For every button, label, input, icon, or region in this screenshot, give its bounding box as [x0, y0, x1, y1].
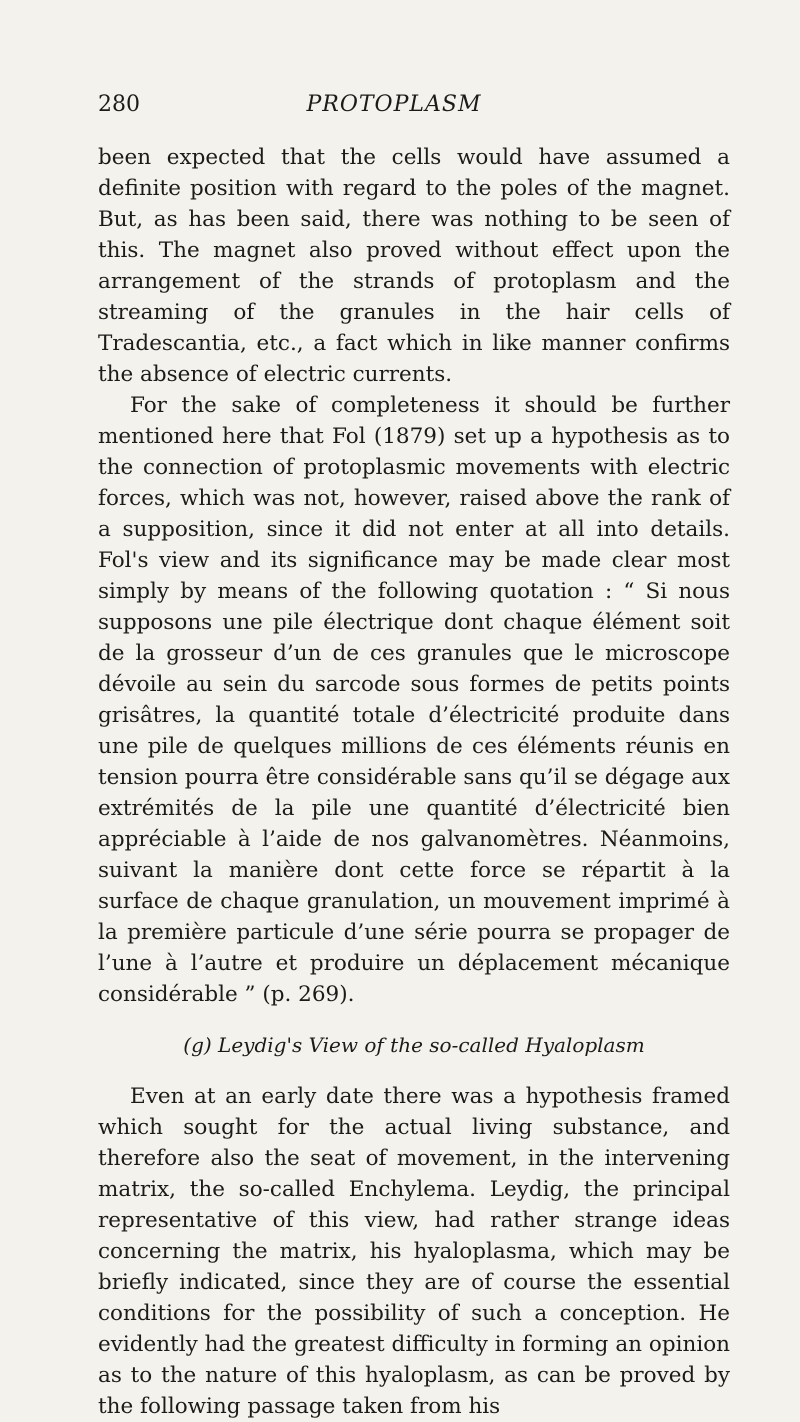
body-text — [98, 142, 730, 1422]
paragraph-3: Even at an early date there was a hypothesis framed which sought for the actual living substance, and therefore also the seat of movement, in the intervening matrix, the so-called Enchylema. Leydig, the principal representative of this view, had rather strange ideas concerning the matrix, his hyaloplasma, which may be briefly indicated, since they are of course the essential conditions for the possibility of such a conception. He evidently had the greatest difficulty in forming an opinion as to the nature of this hyaloplasm, as can be proved by the following passage taken from his — [98, 1084, 730, 1419]
paragraph-2: For the sake of completeness it should be further mentioned here that Fol (1879) set up a hypothesis as to the connection of protoplasmic movements with electric forces, which was not, however, raised above the rank of a supposition, since it did not enter at all into details. Fol's view and its significance may be made clear most simply by means of the following quotation : “ Si nous supposons une pile électrique dont chaque élément soit de la grosseur d’un de ces granules que le microscope dévoile au sein du sarcode sous formes de petits points grisâtres, la quantité totale d’électricité produite dans une pile de quelques millions de ces éléments réunis en tension pourra être considérable sans qu’il se dégage aux extrémités de la pile une quantité d’électricité bien appréciable à l’aide de nos galvanomètres. Néanmoins, suivant la manière dont cette force se répartit à la surface de chaque granulation, un mouvement imprimé à la première particule d’une série pourra se propager de l’une à l’autre et produire un déplacement mécanique considérable ” (p. 269). — [98, 393, 730, 1007]
page-number: 280 — [98, 92, 140, 117]
running-title: PROTOPLASM — [306, 92, 482, 117]
section-heading: (g) Leydig's View of the so-called Hyaloplasm — [183, 1033, 645, 1057]
running-head — [98, 90, 730, 120]
paragraph-1: been expected that the cells would have assumed a definite position with regard to the poles of the magnet. But, as has been said, there was nothing to be seen of this. The magnet also proved without effect upon the arrangement of the strands of protoplasm and the streaming of the granules in the hair cells of Tradescantia, etc., a fact which in like manner confirms the absence of electric currents. — [98, 145, 730, 387]
